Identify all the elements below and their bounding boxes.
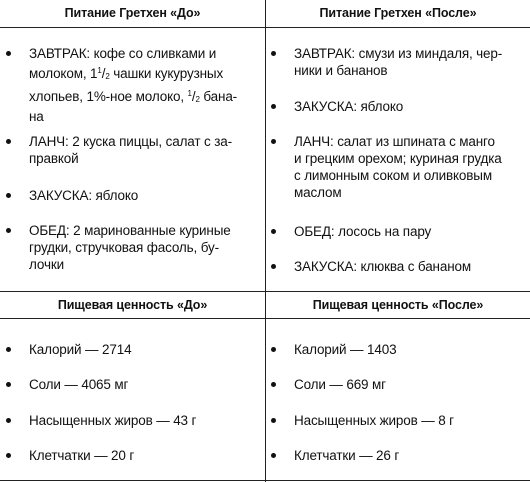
bullet (271, 453, 276, 458)
bullet (6, 453, 11, 458)
bullet (271, 418, 276, 423)
dinner-after: ОБЕД: лосось на пару (294, 224, 432, 239)
snack-before: ЗАКУСКА: яблоко (29, 188, 139, 203)
salt-before: Соли — 4065 мг (29, 377, 129, 392)
bullet (271, 139, 276, 144)
snack2-after: ЗАКУСКА: клюква с бананом (294, 259, 472, 274)
fiber-after: Клетчатки — 26 г (294, 448, 400, 463)
after-diet-header: Питание Гретхен «После» (319, 6, 477, 20)
salt-after: Соли — 669 мг (294, 377, 386, 392)
header-rule-top (0, 27, 530, 28)
bullet (6, 139, 11, 144)
after-nutrition-header: Пищевая ценность «После» (312, 298, 484, 312)
bullet (6, 193, 11, 198)
calories-after: Калорий — 1403 (294, 342, 397, 357)
table-bottom-rule (0, 480, 530, 481)
column-divider (265, 0, 266, 482)
bullet (6, 51, 11, 56)
bullet (6, 418, 11, 423)
bullet (271, 104, 276, 109)
breakfast-after: ЗАВТРАК: смузи из миндаля, чер- ники и бананов (294, 46, 503, 78)
bullet (271, 229, 276, 234)
before-diet-header: Питание Гретхен «До» (64, 6, 201, 20)
bullet (6, 228, 11, 233)
lunch-before: ЛАНЧ: 2 куска пиццы, салат с за- правкой (29, 134, 232, 166)
bullet (271, 264, 276, 269)
section-rule-middle (0, 291, 530, 292)
breakfast-before: ЗАВТРАК: кофе со сливками и молоком, $1^1/_2$ чашки кукурузных хлопьев, 1%-ное молоко, $^1/_2$ бана- на (29, 46, 238, 124)
fiber-before: Клетчатки — 20 г (29, 448, 135, 463)
calories-before: Калорий — 2714 (29, 342, 132, 357)
bullet (271, 382, 276, 387)
bullet (271, 347, 276, 352)
header-rule-bottom (0, 318, 530, 319)
before-nutrition-header: Пищевая ценность «До» (57, 298, 208, 312)
bullet (271, 51, 276, 56)
snack1-after: ЗАКУСКА: яблоко (294, 99, 404, 114)
sat-fat-before: Насыщенных жиров — 43 г (29, 413, 197, 428)
sat-fat-after: Насыщенных жиров — 8 г (294, 413, 454, 428)
bullet (6, 382, 11, 387)
lunch-after: ЛАНЧ: салат из шпината с манго и грецким орехом; куриная грудка с лимонным соком и оливковым маслом (294, 134, 502, 200)
dinner-before: ОБЕД: 2 маринованные куриные грудки, стручковая фасоль, бу- лочки (29, 223, 231, 272)
bullet (6, 347, 11, 352)
